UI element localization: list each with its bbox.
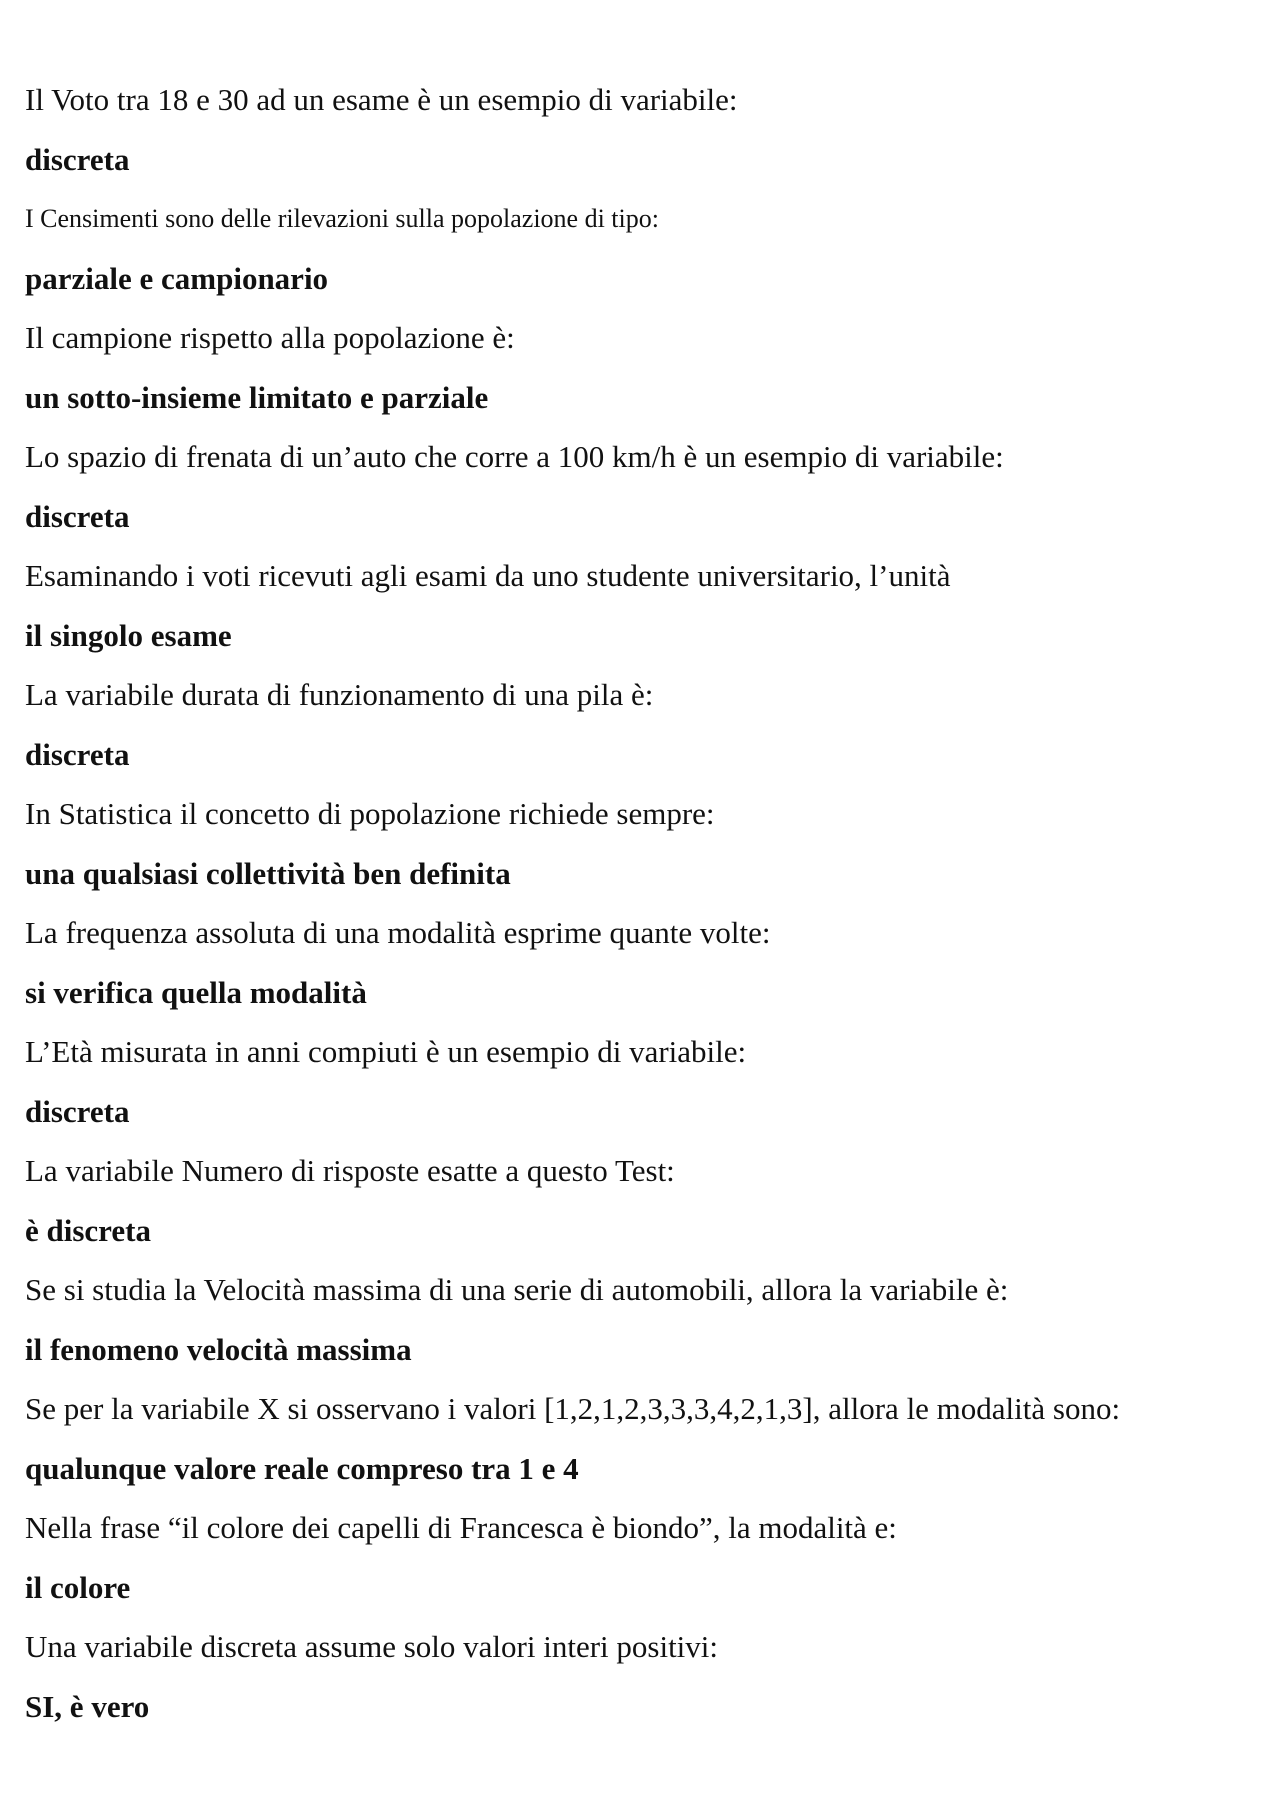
- answer-text: parziale e campionario: [25, 260, 329, 296]
- question-text: La variabile Numero di risposte esatte a questo Test:: [25, 1153, 675, 1188]
- qa-item: [25, 1617, 1265, 1736]
- qa-item: [25, 1260, 1265, 1379]
- question-text: Una variabile discreta assume solo valori interi positivi:: [25, 1629, 719, 1664]
- answer-text: un sotto-insieme limitato e parziale: [25, 379, 489, 415]
- answer-text: è discreta: [25, 1212, 151, 1248]
- qa-item: [25, 189, 1265, 308]
- qa-item: [25, 784, 1265, 903]
- qa-item: [25, 427, 1265, 546]
- answer-text: discreta: [25, 498, 130, 534]
- answer-text: SI, è vero: [25, 1688, 150, 1724]
- question-text: Se per la variabile X si osservano i valori [1,2,1,2,3,3,3,4,2,1,3], allora le modalità sono:: [25, 1391, 1121, 1426]
- answer-text: il singolo esame: [25, 617, 232, 653]
- question-text: Se si studia la Velocità massima di una serie di automobili, allora la variabile è:: [25, 1272, 1009, 1307]
- qa-item: [25, 308, 1265, 427]
- qa-item: [25, 70, 1265, 189]
- question-text: Esaminando i voti ricevuti agli esami da uno studente universitario, l’unità: [25, 558, 951, 593]
- question-text: Nella frase “il colore dei capelli di Francesca è biondo”, la modalità e:: [25, 1510, 897, 1545]
- qa-item: [25, 665, 1265, 784]
- question-text: I Censimenti sono delle rilevazioni sulla popolazione di tipo:: [25, 204, 659, 233]
- question-text: L’Età misurata in anni compiuti è un esempio di variabile:: [25, 1034, 747, 1069]
- question-text: In Statistica il concetto di popolazione richiede sempre:: [25, 796, 715, 831]
- answer-text: discreta: [25, 1093, 130, 1129]
- answer-text: discreta: [25, 141, 130, 177]
- answer-text: una qualsiasi collettività ben definita: [25, 855, 511, 891]
- answer-text: qualunque valore reale compreso tra 1 e 4: [25, 1450, 579, 1486]
- answer-text: il colore: [25, 1569, 131, 1605]
- question-text: Il campione rispetto alla popolazione è:: [25, 320, 515, 355]
- qa-item: [25, 1022, 1265, 1141]
- question-text: Lo spazio di frenata di un’auto che corre a 100 km/h è un esempio di variabile:: [25, 439, 1004, 474]
- answer-text: si verifica quella modalità: [25, 974, 367, 1010]
- answer-text: il fenomeno velocità massima: [25, 1331, 412, 1367]
- answer-text: discreta: [25, 736, 130, 772]
- qa-item: [25, 1141, 1265, 1260]
- question-answer-list: [25, 70, 1265, 1736]
- question-text: Il Voto tra 18 e 30 ad un esame è un esempio di variabile:: [25, 82, 738, 117]
- qa-item: [25, 1379, 1265, 1498]
- question-text: La frequenza assoluta di una modalità esprime quante volte:: [25, 915, 771, 950]
- question-text: La variabile durata di funzionamento di una pila è:: [25, 677, 654, 712]
- qa-item: [25, 1498, 1265, 1617]
- qa-item: [25, 546, 1265, 665]
- qa-item: [25, 903, 1265, 1022]
